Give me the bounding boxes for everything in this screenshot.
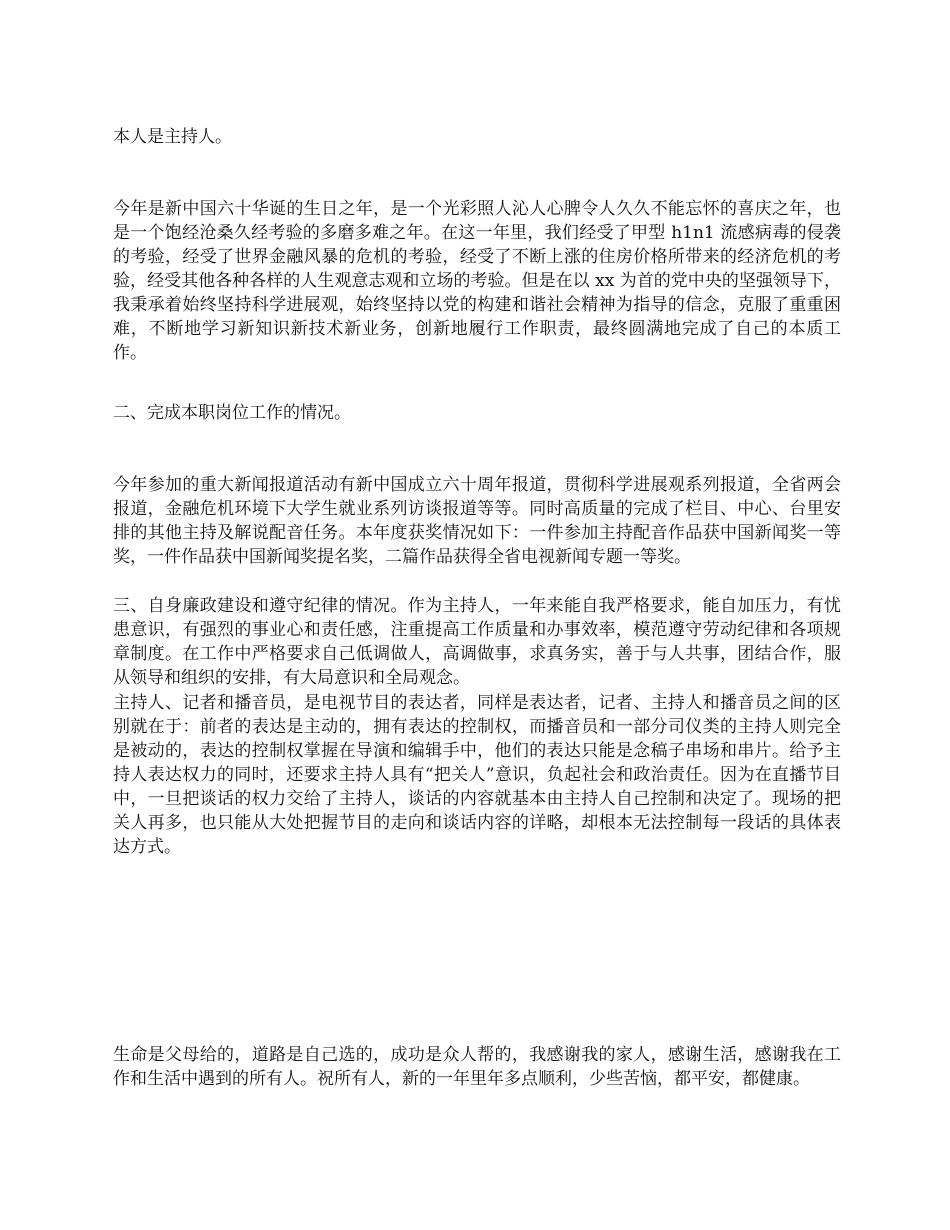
closing-thanks-paragraph: 生命是父母给的，道路是自己选的，成功是众人帮的，我感谢我的家人，感谢生活，感谢我在工作和生活中遇到的所有人。祝所有人，新的一年里年多点顺利，少些苦恼，都平安，都健康。 <box>113 1045 841 1089</box>
news-reporting-paragraph: 今年参加的重大新闻报道活动有新中国成立六十周年报道，贯彻科学进展观系列报道，全省两会报道，金融危机环境下大学生就业系列访谈报道等等。同时高质量的完成了栏目、中心、台里安排的其他主持及解说配音任务。本年度获奖情况如下：一件参加主持配音作品获中国新闻奖一等奖，一件作品获中国新闻奖提名奖，二篇作品获得全省电视新闻专题一等奖。 <box>113 475 841 567</box>
year-review-paragraph: 今年是新中国六十华诞的生日之年，是一个光彩照人沁人心脾令人久久不能忘怀的喜庆之年，也是一个饱经沧桑久经考验的多磨多难之年。在这一年里，我们经受了甲型 h1n1 流感病毒的侵袭的考验，经受了世界金融风暴的危机的考验，经受了不断上涨的住房价格所带来的经济危机的考验，经受其他各种各样的人生观意志观和立场的考验。但是在以 xx 为首的党中央的坚强领导下，我秉承着始终坚持科学进展观，始终坚持以党的构建和谐社会精神为指导的信念，克服了重重困难，不断地学习新知识新技术新业务，创新地履行工作职责，最终圆满地完成了自己的本质工作。 <box>113 199 841 363</box>
intro-paragraph: 本人是主持人。 <box>113 127 232 147</box>
integrity-discipline-paragraph: 三、自身廉政建设和遵守纪律的情况。作为主持人，一年来能自我严格要求，能自加压力，有忧患意识，有强烈的事业心和责任感，注重提高工作质量和办事效率，模范遵守劳动纪律和各项规章制度。在工作中严格要求自己低调做人，高调做事，求真务实，善于与人共事，团结合作，服从领导和组织的安排，有大局意识和全局观念。 <box>113 596 841 688</box>
host-role-paragraph: 主持人、记者和播音员，是电视节目的表达者，同样是表达者，记者、主持人和播音员之间的区别就在于：前者的表达是主动的，拥有表达的控制权，而播音员和一部分司仪类的主持人则完全是被动的，表达的控制权掌握在导演和编辑手中，他们的表达只能是念稿子串场和串片。给予主持人表达权力的同时，还要求主持人具有“把关人”意识，负起社会和政治责任。因为在直播节目中，一旦把谈话的权力交给了主持人，谈话的内容就基本由主持人自己控制和决定了。现场的把关人再多，也只能从大处把握节目的走向和谈话内容的详略，却根本无法控制每一段话的具体表达方式。 <box>113 693 841 857</box>
section-heading-job-duties: 二、完成本职岗位工作的情况。 <box>113 403 351 423</box>
